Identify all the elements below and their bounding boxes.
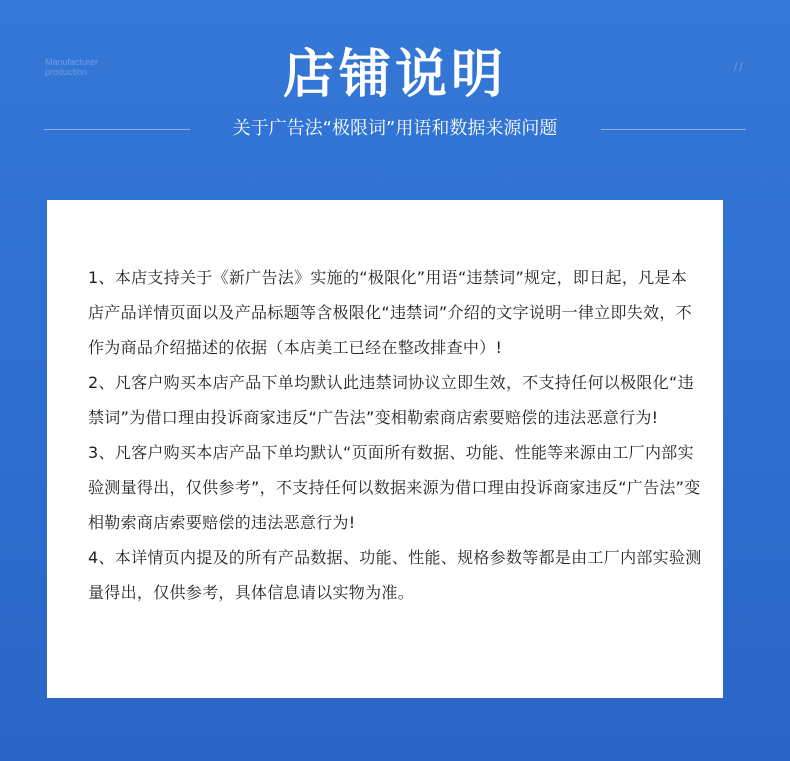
page-title: 店铺说明 bbox=[282, 45, 507, 105]
notice-paragraph-2: 2、凡客户购买本店产品下单均默认此违禁词协议立即生效，不支持任何以极限化“违禁词”为借口理由投诉商家违反“广告法”变相勒索商店索要赔偿的违法恶意行为! bbox=[88, 373, 694, 427]
notice-paragraph-4: 4、本详情页内提及的所有产品数据、功能、性能、规格参数等都是由工厂内部实验测量得出，仅供参考，具体信息请以实物为准。 bbox=[88, 548, 702, 602]
notice-card bbox=[47, 200, 723, 698]
manufacturer-label-line1: Manufacturer bbox=[45, 57, 99, 67]
decorative-slashes: // bbox=[734, 60, 745, 74]
manufacturer-label-line2: production bbox=[45, 67, 88, 77]
notice-content bbox=[88, 260, 702, 610]
notice-paragraph-1: 1、本店支持关于《新广告法》实施的“极限化”用语“违禁词”规定，即日起，凡是本店产品详情页面以及产品标题等含极限化“违禁词”介绍的文字说明一律立即失效，不作为商品介绍描述的依据（本店美工已经在整改排查中）! bbox=[88, 268, 692, 357]
page-subtitle: 关于广告法“极限词”用语和数据来源问题 bbox=[232, 118, 558, 139]
divider-right bbox=[601, 129, 746, 130]
notice-paragraph-3: 3、凡客户购买本店产品下单均默认“页面所有数据、功能、性能等来源由工厂内部实验测量得出，仅供参考”，不支持任何以数据来源为借口理由投诉商家违反“广告法”变相勒索商店索要赔偿的违法恶意行为! bbox=[88, 443, 701, 532]
